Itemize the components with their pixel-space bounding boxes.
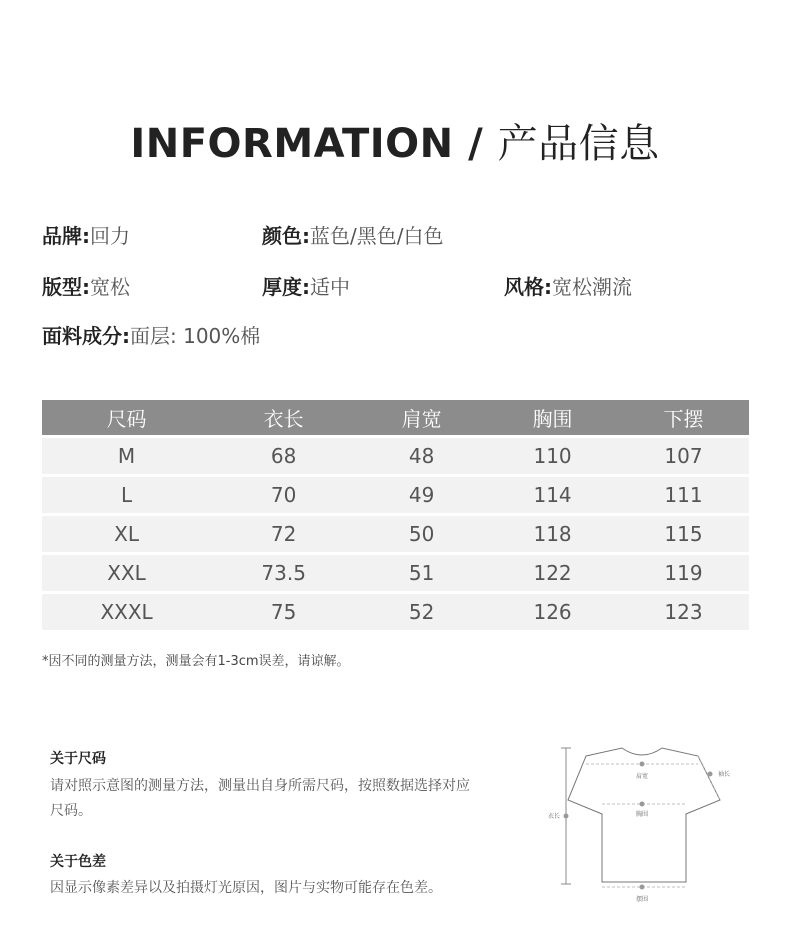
label-sleeve: 袖长 <box>718 771 731 778</box>
cell-hem: 111 <box>618 477 749 513</box>
measurement-note: *因不同的测量方法，测量会有1-3cm误差，请谅解。 <box>42 654 350 669</box>
attr-brand-value: 回力 <box>90 224 130 248</box>
attr-style <box>504 271 632 300</box>
size-table <box>42 397 749 633</box>
attr-color <box>262 220 443 249</box>
table-row <box>42 516 749 552</box>
attr-style-label: 风格: <box>504 275 552 299</box>
header-shoulder: 肩宽 <box>356 400 487 435</box>
cell-shoulder: 52 <box>356 594 487 630</box>
header-length: 衣长 <box>211 400 356 435</box>
title-en: INFORMATION <box>130 121 454 167</box>
measurement-diagram <box>530 742 750 912</box>
cell-hem: 107 <box>618 438 749 474</box>
about-color-heading: 关于色差 <box>50 854 106 870</box>
cell-chest: 110 <box>487 438 618 474</box>
size-table-header <box>42 400 749 435</box>
cell-length: 73.5 <box>211 555 356 591</box>
attr-thickness-label: 厚度: <box>262 275 310 299</box>
cell-size: M <box>42 438 211 474</box>
cell-hem: 115 <box>618 516 749 552</box>
title-cn: 产品信息 <box>497 121 660 167</box>
header-size: 尺码 <box>42 400 211 435</box>
label-length: 衣长 <box>547 813 560 820</box>
about-size-heading: 关于尺码 <box>50 751 106 767</box>
attr-fabric <box>42 320 260 349</box>
attr-color-label: 颜色: <box>262 224 310 248</box>
cell-shoulder: 49 <box>356 477 487 513</box>
cell-size: XL <box>42 516 211 552</box>
attr-fit-value: 宽松 <box>90 275 130 299</box>
about-color-text: 因显示像素差异以及拍摄灯光原因，图片与实物可能存在色差。 <box>50 880 442 896</box>
attr-thickness-value: 适中 <box>310 275 350 299</box>
cell-size: XXL <box>42 555 211 591</box>
attr-brand <box>42 220 130 249</box>
cell-size: XXXL <box>42 594 211 630</box>
title-separator: / <box>453 121 498 167</box>
table-row <box>42 594 749 630</box>
label-shoulder: 肩宽 <box>635 773 649 780</box>
cell-hem: 119 <box>618 555 749 591</box>
attr-thickness <box>262 271 350 300</box>
cell-length: 75 <box>211 594 356 630</box>
cell-chest: 126 <box>487 594 618 630</box>
table-row <box>42 477 749 513</box>
page-title <box>0 112 790 169</box>
about-size-text: 请对照示意图的测量方法，测量出自身所需尺码，按照数据选择对应尺码。 <box>50 778 470 819</box>
attr-fit <box>42 271 130 300</box>
cell-chest: 114 <box>487 477 618 513</box>
measure-dots <box>564 762 713 890</box>
label-chest: 胸围 <box>635 811 649 818</box>
cell-hem: 123 <box>618 594 749 630</box>
attr-color-value: 蓝色/黑色/白色 <box>310 224 444 248</box>
cell-length: 70 <box>211 477 356 513</box>
table-row <box>42 438 749 474</box>
attr-fabric-value: 面层: 100%棉 <box>130 324 261 348</box>
attr-fabric-label: 面料成分: <box>42 324 130 348</box>
cell-length: 72 <box>211 516 356 552</box>
measure-lines <box>586 756 720 887</box>
cell-shoulder: 48 <box>356 438 487 474</box>
cell-chest: 118 <box>487 516 618 552</box>
cell-size: L <box>42 477 211 513</box>
table-row <box>42 555 749 591</box>
attr-style-value: 宽松潮流 <box>552 275 632 299</box>
cell-shoulder: 50 <box>356 516 487 552</box>
cell-length: 68 <box>211 438 356 474</box>
label-hem: 摆围 <box>635 896 649 903</box>
cell-chest: 122 <box>487 555 618 591</box>
attr-fit-label: 版型: <box>42 275 90 299</box>
attr-brand-label: 品牌: <box>42 224 90 248</box>
cell-shoulder: 51 <box>356 555 487 591</box>
header-chest: 胸围 <box>487 400 618 435</box>
header-hem: 下摆 <box>618 400 749 435</box>
